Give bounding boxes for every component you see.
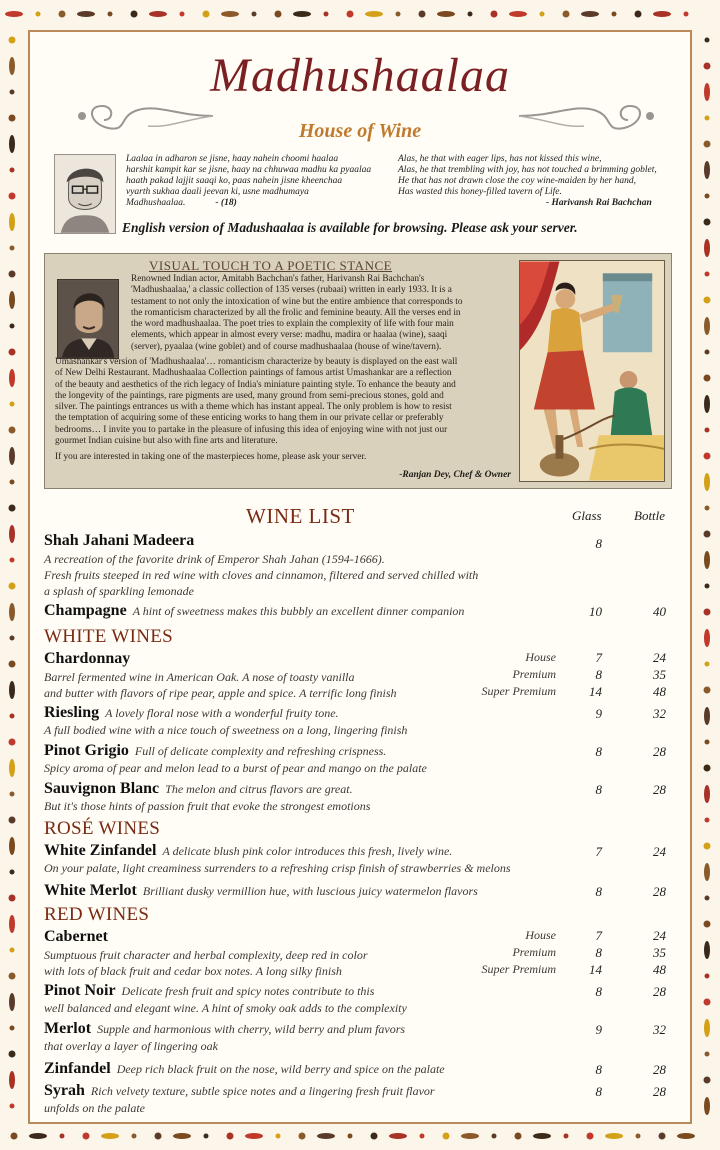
spice-icon bbox=[9, 37, 16, 44]
wine-item-pinot-noir bbox=[44, 982, 374, 1000]
wine-description: On your palate, light creaminess surrenders to a refreshing crisp finish of strawberries & melons bbox=[44, 861, 511, 875]
glass-price: 8 bbox=[595, 884, 602, 899]
wine-name: Chardonnay bbox=[44, 650, 131, 667]
spice-icon bbox=[533, 1133, 551, 1139]
bottle-price: 35 bbox=[653, 667, 666, 682]
spice-icon bbox=[705, 272, 710, 277]
wine-name: Zinfandel bbox=[44, 1060, 111, 1077]
wine-item-white-zinfandel bbox=[44, 842, 452, 860]
spice-icon bbox=[677, 1133, 695, 1139]
spice-icon bbox=[9, 505, 16, 512]
spice-icon bbox=[9, 57, 15, 75]
spice-icon bbox=[705, 974, 710, 979]
spice-icon bbox=[9, 583, 16, 590]
spice-icon bbox=[461, 1133, 479, 1139]
spice-icon bbox=[101, 1133, 119, 1139]
spice-icon bbox=[10, 324, 15, 329]
spice-icon bbox=[684, 12, 689, 17]
section-heading-rose: ROSÉ WINES bbox=[44, 818, 161, 839]
spice-icon bbox=[9, 739, 16, 746]
spice-icon bbox=[419, 11, 426, 18]
spice-icon bbox=[563, 11, 570, 18]
glass-price: 14 bbox=[589, 962, 602, 977]
spice-icon bbox=[704, 297, 711, 304]
spice-icon bbox=[293, 11, 311, 17]
glass-price: 8 bbox=[595, 1062, 602, 1077]
wine-name: Syrah bbox=[44, 1082, 85, 1099]
hindi-verse bbox=[126, 154, 371, 209]
spice-icon bbox=[491, 11, 498, 18]
spice-icon bbox=[10, 1026, 15, 1031]
wine-name: Pinot Noir bbox=[44, 982, 116, 999]
spice-icon bbox=[9, 271, 16, 278]
spice-icon bbox=[9, 1051, 16, 1058]
wine-item-zinfandel bbox=[44, 1060, 445, 1078]
spice-icon bbox=[420, 1134, 425, 1139]
bottle-price: 28 bbox=[653, 744, 666, 759]
spice-icon bbox=[10, 636, 15, 641]
spice-icon bbox=[705, 584, 710, 589]
spice-icon bbox=[59, 11, 66, 18]
touch-paragraph-2: Umashankar's version of 'Madhushaalaa'… romanticism characterize by beauty is displayed on the east wall of New Delhi Restaurant. Madhushaalaa Collection paintings of famous artist Umashankar are a reflection of the beauty and aesthetics of the rich legacy of India's miniature painting style. To enhance the beauty and the longevity of the paintings, rare pigments are used, many ground from semi-precious stones, gold and silver. The paintings entrances us with a theme which has instant appeal. The only problem is how to resist the temptation of acquiring some of these enticing works to hang them in our private cellar or preferably bedrooms… I invite you to partake in the pleasure of infusing this idea of enjoying wine with not just our gourmet Indian cuisine but also with fine arts and literature. bbox=[55, 357, 458, 447]
wine-description: A hint of sweetness makes this bubbly an excellent dinner companion bbox=[132, 604, 465, 618]
spice-icon bbox=[9, 993, 15, 1011]
wine-name: White Zinfandel bbox=[44, 842, 157, 859]
page-title: Madhushaalaa bbox=[210, 49, 510, 102]
spice-icon bbox=[564, 1134, 569, 1139]
spice-icon bbox=[155, 1133, 162, 1140]
wine-description: A delicate blush pink color introduces this fresh, lively wine. bbox=[162, 844, 453, 858]
wine-description: Fresh fruits steeped in red wine with cloves and cinnamon, filtered and served chilled with bbox=[44, 568, 479, 582]
wine-description: Rich velvety texture, subtle spice notes and a lingering fresh fruit flavor bbox=[90, 1084, 435, 1098]
touch-box-title: VISUAL TOUCH TO A POETIC STANCE bbox=[149, 258, 393, 273]
section-heading-white: WHITE WINES bbox=[44, 626, 174, 647]
spice-icon bbox=[612, 12, 617, 17]
glass-price: 9 bbox=[595, 1022, 602, 1037]
wine-description: Brilliant dusky vermillion hue, with luscious juicy watermelon flavors bbox=[142, 884, 478, 898]
spice-icon bbox=[108, 12, 113, 17]
spice-icon bbox=[173, 1133, 191, 1139]
spice-icon bbox=[9, 447, 15, 465]
glass-price: 7 bbox=[595, 844, 602, 859]
poet-portrait-image bbox=[54, 154, 116, 234]
spice-icon bbox=[132, 1134, 137, 1139]
verse-line: Alas, he that with eager lips, has not kissed this wine, bbox=[398, 154, 602, 164]
spice-icon bbox=[371, 1133, 378, 1140]
wine-item-syrah bbox=[44, 1082, 435, 1100]
wine-description: unfolds on the palate bbox=[44, 1101, 145, 1115]
wine-name: White Merlot bbox=[44, 882, 137, 899]
wine-description: A lovely floral nose with a wonderful fruity tone. bbox=[105, 706, 339, 720]
glass-price: 10 bbox=[589, 604, 602, 619]
spice-icon bbox=[704, 219, 711, 226]
spice-icon bbox=[276, 1134, 281, 1139]
spice-icon bbox=[605, 1133, 623, 1139]
spice-icon bbox=[9, 349, 16, 356]
spice-icon bbox=[10, 1104, 15, 1109]
spice-icon bbox=[515, 1133, 522, 1140]
spice-icon bbox=[227, 1133, 234, 1140]
spice-icon bbox=[29, 1133, 47, 1139]
verse-line: Has wasted this honey-filled tavern of Life. bbox=[398, 187, 562, 197]
spice-icon bbox=[704, 863, 710, 881]
spice-icon bbox=[252, 12, 257, 17]
spice-icon bbox=[9, 895, 16, 902]
spice-icon bbox=[704, 941, 710, 959]
spice-icon bbox=[468, 12, 473, 17]
wine-item-sauvignon-blanc bbox=[44, 780, 353, 798]
verse-line: Laalaa in adharon se jisne, haay nahein choomi haalaa bbox=[126, 154, 339, 164]
wine-description: But it's those hints of passion fruit that evoke the strongest emotions bbox=[44, 799, 371, 813]
spice-icon bbox=[9, 427, 16, 434]
spice-icon bbox=[9, 369, 15, 387]
spice-icon bbox=[704, 785, 710, 803]
wine-name: Champagne bbox=[44, 602, 127, 619]
wine-description: and butter with flavors of ripe pear, apple and spice. A terrific long finish bbox=[44, 686, 397, 700]
spice-icon bbox=[9, 525, 15, 543]
spice-icon bbox=[704, 395, 710, 413]
spice-icon bbox=[131, 11, 138, 18]
spice-icon bbox=[705, 740, 710, 745]
spice-icon bbox=[221, 11, 239, 17]
spice-icon bbox=[509, 11, 527, 17]
spice-icon bbox=[9, 135, 15, 153]
wine-name: Pinot Grigio bbox=[44, 742, 129, 759]
spice-icon bbox=[659, 1133, 666, 1140]
bottle-price: 28 bbox=[653, 984, 666, 999]
wine-description: Deep rich black fruit on the nose, wild berry and spice on the palate bbox=[116, 1062, 445, 1076]
wine-description: a splash of sparkling lemonade bbox=[44, 584, 194, 598]
spice-icon bbox=[705, 896, 710, 901]
spice-icon bbox=[203, 11, 210, 18]
wine-list bbox=[44, 504, 668, 1124]
spice-icon bbox=[704, 707, 710, 725]
menu-header bbox=[38, 48, 682, 148]
wine-item-champagne bbox=[44, 602, 464, 620]
spice-icon bbox=[704, 375, 711, 382]
spice-icon bbox=[704, 1019, 710, 1037]
spice-icon bbox=[705, 38, 710, 43]
verse-reference: - (18) bbox=[215, 198, 237, 208]
spice-icon bbox=[245, 1133, 263, 1139]
spice-icon bbox=[180, 12, 185, 17]
spice-icon bbox=[9, 603, 15, 621]
bottle-price: 24 bbox=[653, 844, 666, 859]
wine-description: A full bodied wine with a nice touch of sweetness on a long, lingering finish bbox=[44, 723, 408, 737]
english-version-note: English version of Madushaalaa is available for browsing. Please ask your server. bbox=[122, 220, 578, 235]
verse-line: He that has not drawn close the coy wine-maiden by her hand, bbox=[398, 176, 636, 186]
spice-icon bbox=[77, 11, 95, 17]
spice-icon bbox=[324, 12, 329, 17]
bottle-price: 24 bbox=[653, 650, 666, 665]
verse-line: Madhushaalaa. - (18) bbox=[126, 198, 237, 208]
wine-description: A recreation of the favorite drink of Emperor Shah Jahan (1594-1666). bbox=[44, 552, 385, 566]
spice-icon bbox=[9, 759, 15, 777]
spice-icon bbox=[9, 817, 16, 824]
section-heading-red: RED WINES bbox=[44, 904, 150, 925]
spice-icon bbox=[704, 141, 711, 148]
spice-icon bbox=[704, 687, 711, 694]
spice-icon bbox=[396, 12, 401, 17]
bottle-price: 28 bbox=[653, 1062, 666, 1077]
spice-icon bbox=[9, 973, 16, 980]
spice-icon bbox=[705, 506, 710, 511]
spice-icon bbox=[705, 350, 710, 355]
spice-icon bbox=[9, 213, 15, 231]
glass-column-header: Glass bbox=[572, 508, 602, 523]
spice-icon bbox=[365, 11, 383, 17]
wine-list-heading: WINE LIST bbox=[246, 504, 355, 528]
spice-icon bbox=[9, 915, 15, 933]
verse-line: vyarth sukhaa daali jeevan ki, usne madhumaya bbox=[126, 187, 309, 197]
wine-item-riesling bbox=[44, 704, 339, 722]
english-verse bbox=[398, 154, 657, 209]
touch-paragraph-1: Renowned Indian actor, Amitabh Bachchan's father, Harivansh Rai Bachchan's 'Madhushaalaa,' a classic collection of 135 verses (rubaai) written in early 1933. It is a testament to not only the intoxication of wine but the entire ambience that corresponds to the romanticism characterized by all the frolic and feminine beauty. All the verses end in the word madhushaalaa. The poet tries to explain the complexity of life with four main elements, which appear in almost every verse: madhu, madira or haalaa (wine), saaqi (server), pyaalaa (wine goblet) and of course madhushaalaa (house of wine/tavern). bbox=[131, 274, 463, 352]
bottle-price: 32 bbox=[653, 706, 666, 721]
wine-item-white-merlot bbox=[44, 882, 478, 900]
spice-icon bbox=[704, 161, 710, 179]
spice-icon bbox=[704, 629, 710, 647]
bottle-price: 32 bbox=[653, 1022, 666, 1037]
bottle-price: 48 bbox=[653, 962, 666, 977]
spice-icon bbox=[705, 1052, 710, 1057]
spice-icon bbox=[704, 999, 711, 1006]
chef-signature: -Ranjan Dey, Chef & Owner bbox=[399, 470, 511, 480]
spice-icon bbox=[587, 1133, 594, 1140]
spice-icon bbox=[10, 714, 15, 719]
visual-touch-box bbox=[44, 253, 672, 489]
spice-icon bbox=[299, 1133, 306, 1140]
wine-name: Riesling bbox=[44, 704, 100, 721]
glass-price: 9 bbox=[595, 706, 602, 721]
verse-line: Alas, he that trembling with joy, has not touched a brimming goblet, bbox=[398, 165, 657, 175]
wine-name: Merlot bbox=[44, 1020, 92, 1037]
spice-icon bbox=[653, 11, 671, 17]
spice-icon bbox=[704, 921, 711, 928]
spice-icon bbox=[636, 1134, 641, 1139]
spice-icon bbox=[704, 63, 711, 70]
spice-icon bbox=[11, 1133, 18, 1140]
spice-icon bbox=[705, 428, 710, 433]
spice-icon bbox=[10, 246, 15, 251]
bottle-price: 28 bbox=[653, 782, 666, 797]
wine-description: well balanced and elegant wine. A hint of smoky oak adds to the complexity bbox=[44, 1001, 407, 1015]
poem-author: - Harivansh Rai Bachchan bbox=[546, 198, 652, 208]
spice-icon bbox=[9, 837, 15, 855]
spice-icon bbox=[704, 531, 711, 538]
spice-icon bbox=[443, 1133, 450, 1140]
wine-description: Supple and harmonious with cherry, wild berry and plum favors bbox=[97, 1022, 406, 1036]
spice-icon bbox=[704, 843, 711, 850]
spice-icon bbox=[704, 83, 710, 101]
spice-icon bbox=[581, 11, 599, 17]
wine-description: Spicy aroma of pear and melon lead to a burst of pear and mango on the palate bbox=[44, 761, 427, 775]
spice-icon bbox=[705, 116, 710, 121]
spice-icon bbox=[9, 1071, 15, 1089]
spice-icon bbox=[149, 11, 167, 17]
spice-icon bbox=[10, 168, 15, 173]
spice-icon bbox=[36, 12, 41, 17]
spice-icon bbox=[437, 11, 455, 17]
glass-price: 8 bbox=[595, 744, 602, 759]
spice-icon bbox=[10, 402, 15, 407]
spice-icon bbox=[275, 11, 282, 18]
bottle-price: 35 bbox=[653, 945, 666, 960]
bottle-price: 24 bbox=[653, 928, 666, 943]
spice-icon bbox=[5, 11, 23, 17]
spice-icon bbox=[540, 12, 545, 17]
wine-item-merlot bbox=[44, 1020, 405, 1038]
spice-icon bbox=[705, 662, 710, 667]
wine-description: that overlay a layer of lingering oak bbox=[44, 1039, 218, 1053]
spice-icon bbox=[704, 473, 710, 491]
spice-icon bbox=[9, 115, 16, 122]
bottle-price: 28 bbox=[653, 884, 666, 899]
wine-description: Full of delicate complexity and refreshing crispness. bbox=[134, 744, 387, 758]
spice-icon bbox=[705, 818, 710, 823]
spice-icon bbox=[704, 1097, 710, 1115]
spice-icon bbox=[704, 239, 710, 257]
spice-icon bbox=[10, 870, 15, 875]
wine-name: Sauvignon Blanc bbox=[44, 780, 160, 797]
verse-line: haath pakad lajjit saaqi ko, paas nahein jisne kheenchaa bbox=[126, 176, 343, 186]
bottle-price: 48 bbox=[653, 684, 666, 699]
menu-page bbox=[28, 30, 692, 1124]
wine-description: The melon and citrus flavors are great. bbox=[165, 782, 353, 796]
glass-price: 7 bbox=[595, 928, 602, 943]
tier-label: Super Premium bbox=[481, 684, 556, 698]
bottle-price: 40 bbox=[653, 604, 666, 619]
glass-price: 8 bbox=[595, 782, 602, 797]
spice-icon bbox=[389, 1133, 407, 1139]
glass-price: 8 bbox=[595, 667, 602, 682]
spice-icon bbox=[9, 661, 16, 668]
wine-name: Shah Jahani Madeera bbox=[44, 532, 195, 549]
spice-icon bbox=[704, 551, 710, 569]
glass-price: 14 bbox=[589, 684, 602, 699]
bottle-column-header: Bottle bbox=[634, 508, 666, 523]
spice-icon bbox=[10, 558, 15, 563]
spice-icon bbox=[9, 291, 15, 309]
spice-icon bbox=[348, 1134, 353, 1139]
tier-label: House bbox=[525, 928, 556, 942]
page-subtitle: House of Wine bbox=[298, 120, 422, 142]
bottle-price: 28 bbox=[653, 1084, 666, 1099]
spice-icon bbox=[704, 1077, 711, 1084]
glass-price: 8 bbox=[595, 984, 602, 999]
glass-price: 8 bbox=[595, 536, 602, 551]
spice-icon bbox=[10, 90, 15, 95]
miniature-painting-image bbox=[519, 260, 665, 482]
verse-line: harshit kampit kar se jisne, haay na chhuwaa madhu ka pyaalaa bbox=[126, 165, 372, 175]
wine-description: with lots of black fruit and cedar box notes. A long silky finish bbox=[44, 964, 342, 978]
spice-icon bbox=[347, 11, 354, 18]
glass-price: 8 bbox=[595, 945, 602, 960]
spice-icon bbox=[704, 765, 711, 772]
spice-icon bbox=[9, 193, 16, 200]
spice-icon bbox=[492, 1134, 497, 1139]
spice-icon bbox=[10, 792, 15, 797]
touch-paragraph-3: If you are interested in taking one of the masterpieces home, please ask your server. bbox=[55, 452, 367, 462]
tier-label: Premium bbox=[512, 667, 556, 681]
spice-icon bbox=[204, 1134, 209, 1139]
chef-portrait-image bbox=[57, 279, 119, 359]
wine-name: Cabernet bbox=[44, 928, 108, 945]
spice-icon bbox=[10, 948, 15, 953]
wine-description: Delicate fresh fruit and spicy notes contribute to this bbox=[121, 984, 375, 998]
spice-icon bbox=[9, 681, 15, 699]
wine-description: Barrel fermented wine in American Oak. A nose of toasty vanilla bbox=[44, 670, 355, 684]
spice-icon bbox=[704, 317, 710, 335]
spice-icon bbox=[60, 1134, 65, 1139]
wine-item-pinot-grigio bbox=[44, 742, 386, 760]
spice-icon bbox=[705, 194, 710, 199]
spice-icon bbox=[317, 1133, 335, 1139]
spice-icon bbox=[704, 453, 711, 460]
tier-label: Super Premium bbox=[481, 962, 556, 976]
glass-price: 8 bbox=[595, 1084, 602, 1099]
spice-icon bbox=[704, 609, 711, 616]
spice-icon bbox=[10, 480, 15, 485]
wine-description: Sumptuous fruit character and herbal complexity, deep red in color bbox=[44, 948, 368, 962]
tier-label: House bbox=[525, 650, 556, 664]
glass-price: 7 bbox=[595, 650, 602, 665]
spice-icon bbox=[635, 11, 642, 18]
tier-label: Premium bbox=[512, 945, 556, 959]
spice-icon bbox=[83, 1133, 90, 1140]
